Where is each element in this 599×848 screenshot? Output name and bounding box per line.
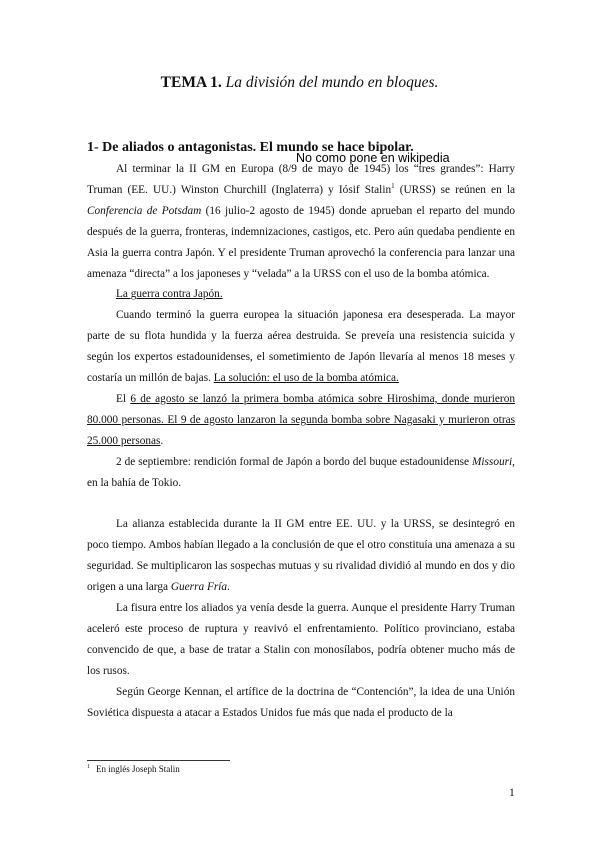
paragraph-surrender: 2 de septiembre: rendición formal de Japón a bordo del buque estadounidense Missouri, en la bahía de Tokio.: [87, 455, 515, 489]
paragraph-alliance: La alianza establecida durante la II GM entre EE. UU. y la URSS, se desintegró en poco tiempo. Ambos habían llegado a la conclusión de que el otro constituía una amenaza a su seguridad. Se multiplicaron las sospechas mutuas y su rivalidad dividió al mundo en dos y dio origen a una larga Guerra Fría.: [87, 518, 515, 594]
footnote-separator: [87, 760, 230, 761]
page-title: [0, 74, 599, 92]
title-bold: TEMA 1.: [160, 74, 222, 91]
footnote-ref[interactable]: 1: [391, 182, 395, 191]
page-number: 1: [509, 787, 515, 799]
paragraph-fissure: La fisura entre los aliados ya venía desde la guerra. Aunque el presidente Harry Truman aceleró este proceso de ruptura y reavivó el enfrentamiento. Político provinciano, estaba convencido de que, a base de tratar a Stalin con monosílabos, podría obtener mucho más de los rusos.: [87, 602, 515, 677]
section-heading: 1- De aliados o antagonistas. El mundo se hace bipolar.: [87, 140, 414, 155]
paragraph-potsdam: Al terminar la II GM en Europa (8/9 de mayo de 1945) los “tres grandes”: Harry Truman (EE. UU.) Winston Churchill (Inglaterra) y Iósif Stalin$^1$ (URSS) se reúnen en la Conferencia de Potsdam (16 julio-2 agosto de 1945) donde aprueban el reparto del mundo después de la guerra, fronteras, indemnizaciones, castigos, etc. Pero aún quedaba pendiente en Asia la guerra contra Japón. Y el presidente Truman aprovechó la conferencia para lanzar una amenaza “directa” a los japoneses y “velada” a la URSS con el uso de la bomba atómica.: [87, 163, 516, 280]
footnote-text: En inglés Joseph Stalin: [96, 764, 180, 774]
footnote-mark: 1: [87, 764, 90, 770]
paragraph-kennan: Según George Kennan, el artífice de la doctrina de “Contención”, la idea de una Unión Soviética dispuesta a atacar a Estados Unidos fue más que nada el producto de la: [87, 685, 515, 719]
title-italic: La división del mundo en bloques.: [225, 74, 439, 91]
body-text: [87, 159, 515, 723]
footnote: [87, 764, 180, 774]
paragraph-japan-situation: Cuando terminó la guerra europea la situación japonesa era desesperada. La mayor parte de su flota hundida y la fuerza aérea destruida. Se preveía una resistencia suicida y según los expertos estadounidenses, el sometimiento de Japón llevaría al menos 18 meses y costaría un millón de bajas. La solución: el uso de la bomba atómica.: [87, 309, 515, 385]
subheading-war-japan: La guerra contra Japón.: [116, 288, 223, 301]
annotation-note: No como pone en wikipedia: [296, 151, 450, 165]
paragraph-hiroshima: El 6 de agosto se lanzó la primera bomba atómica sobre Hiroshima, donde murieron 80.000 personas. El 9 de agosto lanzaron la segunda bomba sobre Nagasaki y murieron otras 25.000 personas.: [87, 392, 515, 447]
